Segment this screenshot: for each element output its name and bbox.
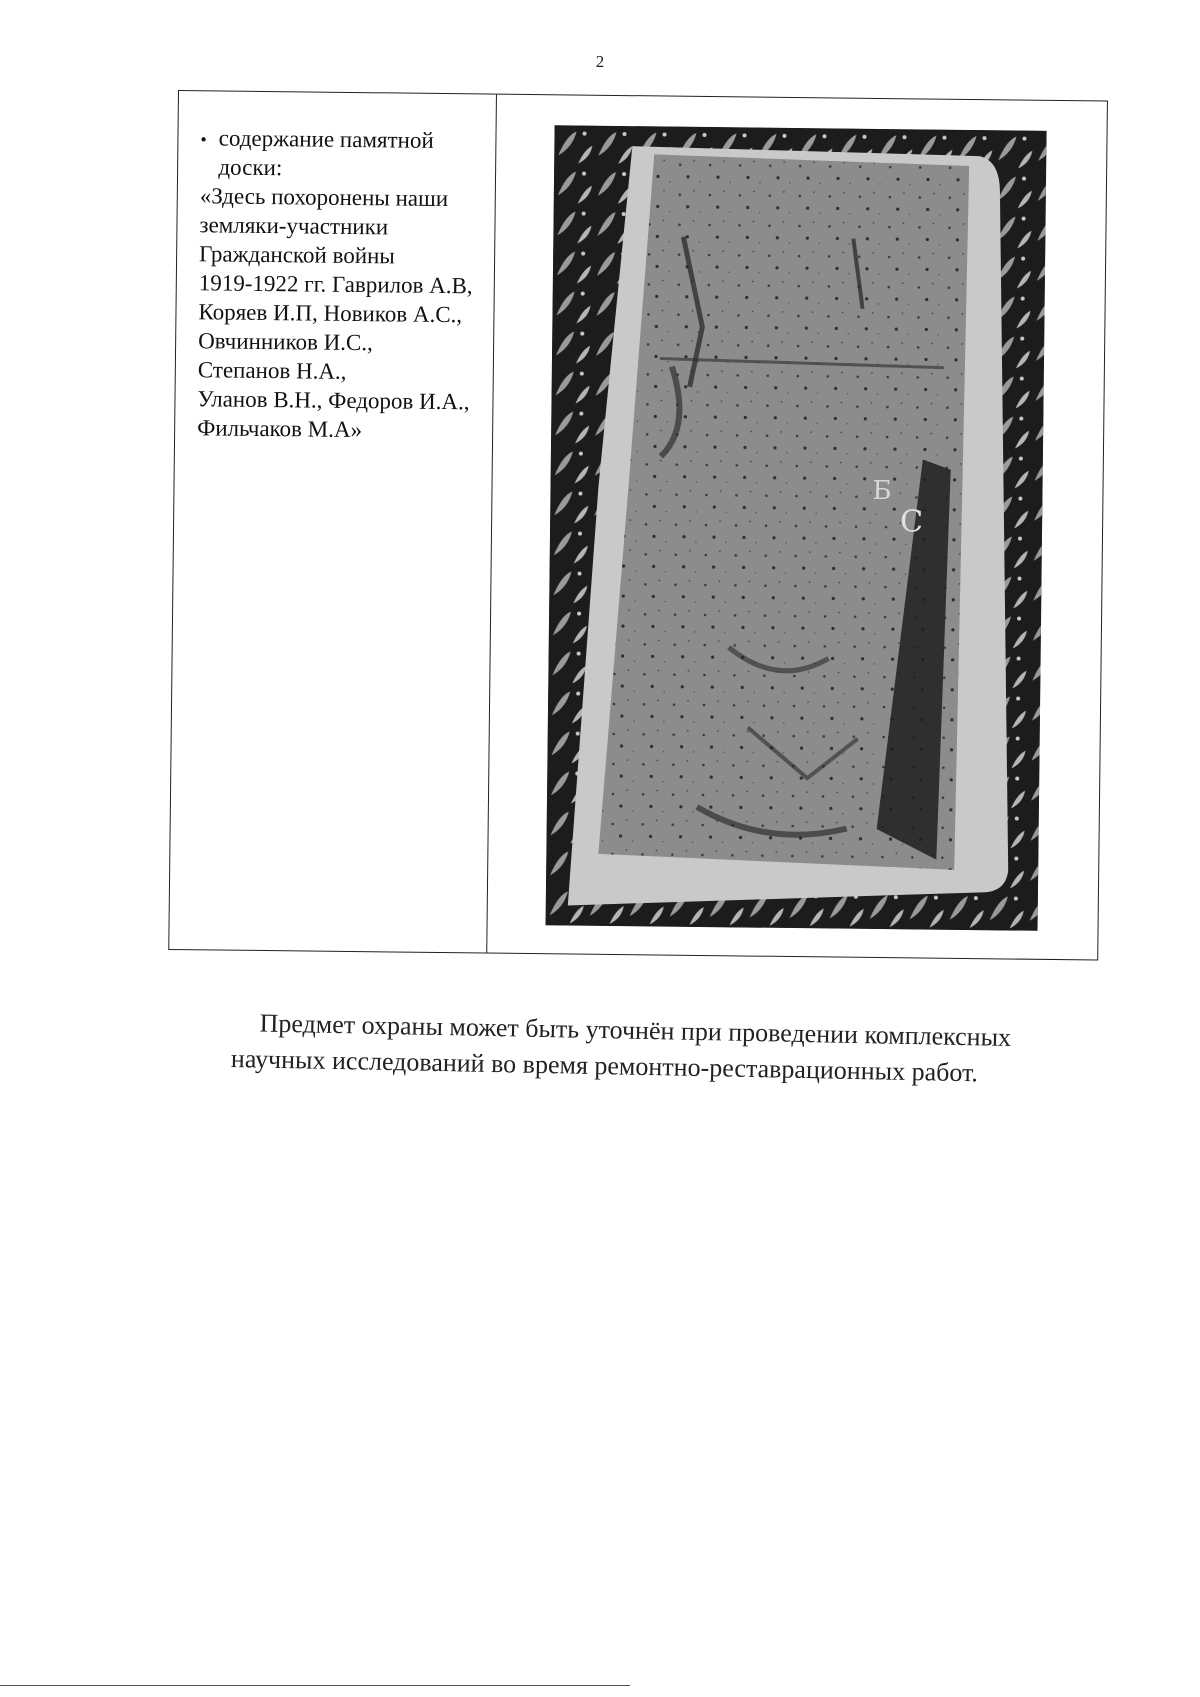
photo-cell <box>487 95 1107 960</box>
page-number: 2 <box>595 52 605 71</box>
footnote-line: научных исследований во время ремонтно-реставрационных работ. <box>230 1043 979 1088</box>
inscription-line: Уланов В.Н., Федоров И.А., <box>197 386 470 415</box>
memorial-plaque-photo <box>546 125 1047 931</box>
description-table <box>168 90 1108 960</box>
bullet-item <box>200 123 486 184</box>
inscription-line: Степанов Н.А., <box>197 357 347 384</box>
plaque-letter: Б <box>872 475 892 507</box>
footnote-line: Предмет охраны может быть уточнён при проведении комплексных <box>259 1008 1012 1052</box>
description-cell <box>169 91 497 953</box>
bottom-scan-line <box>0 1685 630 1686</box>
inscription-line: Коряев И.П, Новиков А.С., <box>198 299 463 328</box>
bullet-icon: • <box>200 129 207 150</box>
plaque-letter: С <box>899 504 924 540</box>
plaque-inscription <box>197 181 485 445</box>
plaque-photo-image <box>546 125 1047 931</box>
inscription-line: 1919-1922 гг. Гаврилов А.В, <box>198 270 473 299</box>
inscription-line: «Здесь похоронены наши <box>199 183 449 212</box>
inscription-line: Гражданской войны <box>199 241 395 269</box>
inscription-line: Фильчаков М.А» <box>197 415 363 443</box>
inscription-line: Овчинников И.С., <box>198 328 374 356</box>
footnote-paragraph <box>231 1005 1112 1094</box>
plaque-content-heading: содержание памятной доски: <box>218 125 434 181</box>
inscription-line: земляки-участники <box>199 212 389 240</box>
